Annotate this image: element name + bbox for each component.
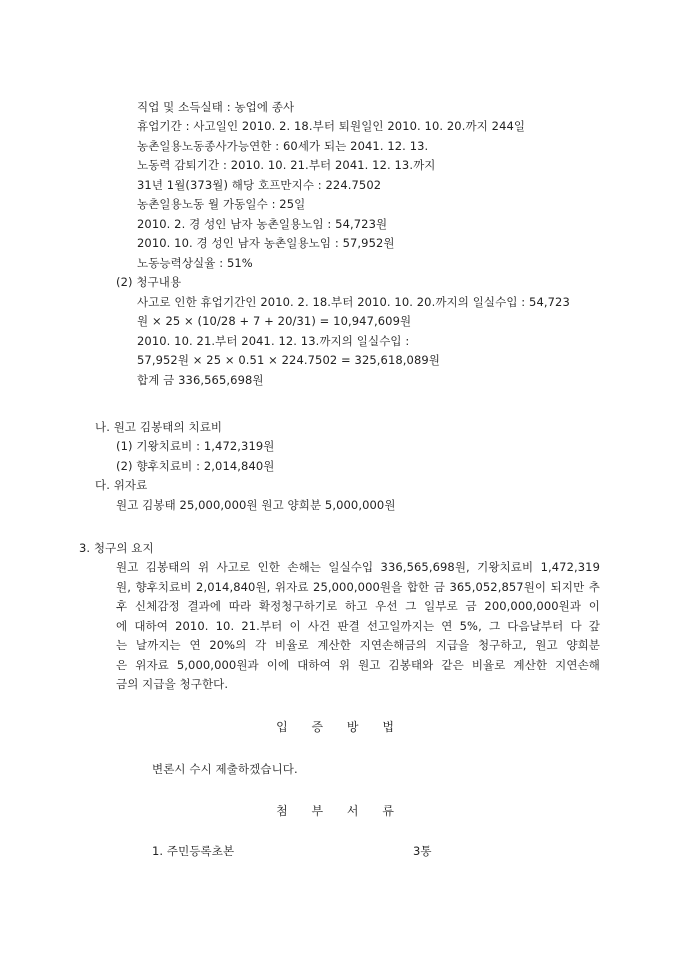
future-income-line-1: 2010. 10. 21.부터 2041. 12. 13.까지의 일실수입 :: [137, 334, 410, 348]
past-medical-line: (1) 기왕치료비 : 1,472,319원: [116, 439, 275, 453]
leave-period-line: 휴업기간 : 사고일인 2010. 2. 18.부터 퇴원일인 2010. 10. 20.까지 244일: [137, 119, 526, 133]
medical-heading: 나. 원고 김봉태의 치료비: [95, 420, 223, 434]
attachment-item-label: 1. 주민등록초본: [152, 844, 235, 858]
future-income-line-2: 57,952원 × 25 × 0.51 × 224.7502 = 325,618,089원: [137, 353, 441, 367]
claim-total: 합계 금 336,565,698원: [137, 373, 264, 387]
work-days-line: 농촌일용노동 월 가동일수 : 25일: [137, 197, 306, 211]
leave-income-line-2: 원 × 25 × (10/28 + 7 + 20/31) = 10,947,609원: [137, 314, 412, 328]
claim-heading: (2) 청구내용: [116, 275, 182, 289]
attachments-heading-text: 첨 부 서 류: [276, 804, 404, 818]
evidence-text: 변론시 수시 제출하겠습니다.: [152, 762, 298, 776]
loss-rate-line: 노동능력상실율 : 51%: [137, 256, 253, 270]
leave-income-line-1: 사고로 인한 휴업기간인 2010. 2. 18.부터 2010. 10. 20.까지의 일실수입 : 54,723: [137, 295, 570, 309]
attachment-item-count: 3통: [413, 844, 432, 858]
future-medical-line: (2) 향후치료비 : 2,014,840원: [116, 459, 275, 473]
evidence-heading: [0, 719, 680, 735]
occupation-line: 직업 및 소득실태 : 농업에 종사: [137, 100, 295, 114]
evidence-heading-text: 입 증 방 법: [276, 720, 404, 734]
summary-line: 금의 지급을 청구한다.: [116, 677, 229, 691]
summary-line: 원, 향후치료비 2,014,840원, 위자료 25,000,000원을 합한 금 365,052,857원이 되지만 추: [116, 580, 600, 594]
summary-line: 후 신체감정 결과에 따라 확정청구하기로 하고 우선 그 일부로 금 200,000,000원과 이: [116, 599, 600, 613]
summary-line: 는 날까지는 연 20%의 각 비율로 계산한 지연손해금의 지급을 청구하고, 원고 양희분: [116, 638, 600, 652]
summary-line: 원고 김봉태의 위 사고로 인한 손해는 일실수입 336,565,698원, 기왕치료비 1,472,319: [116, 560, 600, 574]
work-age-line: 농촌일용노동종사가능연한 : 60세가 되는 2041. 12. 13.: [137, 139, 429, 153]
solatium-heading: 다. 위자료: [95, 478, 148, 492]
decline-period-line: 노동력 감퇴기간 : 2010. 10. 21.부터 2041. 12. 13.까지: [137, 158, 436, 172]
summary-line: 은 위자료 5,000,000원과 이에 대하여 위 원고 김봉태와 같은 비율로 계산한 지연손해: [116, 658, 600, 672]
wage-oct-line: 2010. 10. 경 성인 남자 농촌일용노임 : 57,952원: [137, 236, 395, 250]
solatium-line: 원고 김봉태 25,000,000원 원고 양희분 5,000,000원: [116, 498, 396, 512]
summary-line: 에 대하여 2010. 10. 21.부터 이 사건 판결 선고일까지는 연 5%, 그 다음날부터 다 갚: [116, 619, 600, 633]
hoffman-line: 31년 1월(373월) 해당 호프만지수 : 224.7502: [137, 178, 382, 192]
wage-feb-line: 2010. 2. 경 성인 남자 농촌일용노임 : 54,723원: [137, 217, 388, 231]
summary-heading: 3. 청구의 요지: [79, 541, 154, 555]
attachments-heading: [0, 803, 680, 819]
